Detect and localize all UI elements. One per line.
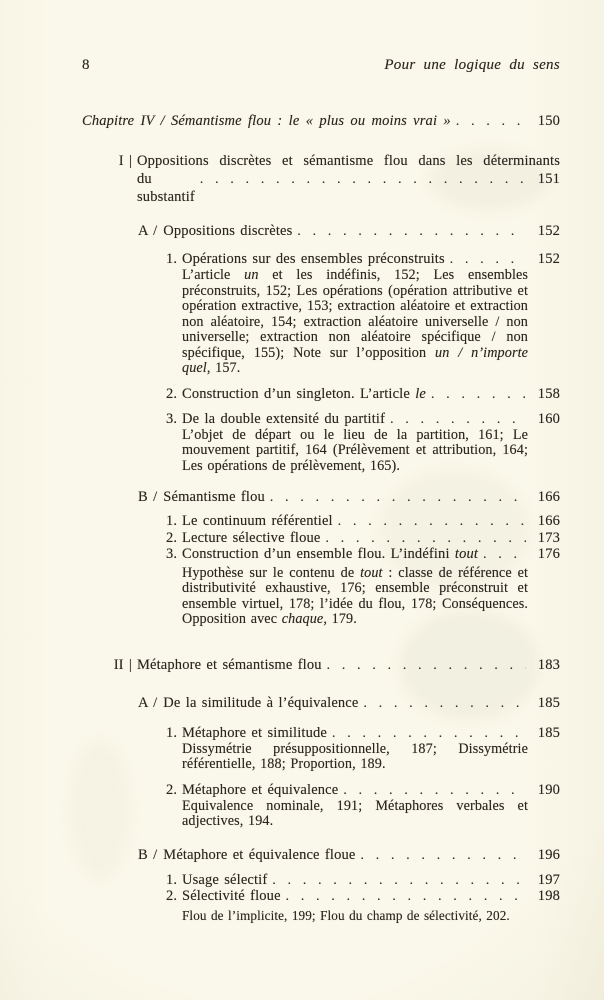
page-ref: 150 <box>537 113 560 129</box>
toc-subtopics: Equivalence nominale, 191; Métaphores verbales et adjectives, 194. <box>182 797 528 829</box>
dot-leader <box>445 250 526 268</box>
page-content <box>82 0 560 923</box>
running-header <box>82 56 560 74</box>
dot-leader <box>355 846 526 864</box>
page-ref: 151 <box>537 171 560 187</box>
entry-label: Oppositions discrètes <box>163 223 293 239</box>
toc-entry-2 <box>82 530 560 547</box>
item-number: 2. <box>166 781 178 798</box>
section-marker: I | <box>118 153 132 169</box>
item-number: 3. <box>166 410 178 427</box>
item-number: 1. <box>166 724 178 741</box>
item-number: 1. <box>166 251 178 267</box>
toc-subtopics: L’article un et les indéfinis, 152; Les ensembles préconstruits, 152; Les opérations (opération attributive et opération extractive, 153; extraction aléatoire et extraction non aléatoire, 154; extraction aléatoire universelle / non universelle; extraction non aléatoire spécifique / non spécifique, 155); Note sur l’opposition un / n’importe quel, 157. <box>182 267 529 376</box>
toc-entry-B <box>82 846 560 864</box>
toc-subtopics: Dissymétrie présuppositionnelle, 187; Dissymétrie référentielle, 188; Proportion, 189. <box>182 740 528 772</box>
toc-subtopics: Hypothèse sur le contenu de tout : classe de référence et distributivité exhaustive, 176; ensemble préconstruit et ensemble virtuel, 178; l’idée du flou, 178; Conséquences. Opposition avec chaque, 179. <box>182 564 529 627</box>
toc-entry-section-I <box>82 152 560 206</box>
entry-label: Opérations sur des ensembles préconstruits <box>182 251 445 267</box>
toc-entry-2 <box>82 888 560 905</box>
dot-leader <box>321 530 527 547</box>
item-number: 2. <box>166 385 178 402</box>
item-number: 2. <box>166 529 178 546</box>
page-ref: 166 <box>537 513 560 529</box>
entry-label: Métaphore et sémantisme flou <box>137 656 322 673</box>
entry-label: Métaphore et équivalence floue <box>163 846 356 863</box>
section-marker: II | <box>113 656 132 673</box>
entry-label: Construction d’un singleton. L’article le <box>182 385 426 402</box>
chapter-title: Chapitre IV / Sémantisme flou : le « plus ou moins vrai » <box>82 113 451 129</box>
toc-entry-section-II <box>82 656 560 674</box>
section-marker: B / <box>138 846 158 863</box>
toc-entry-1 <box>82 872 560 889</box>
toc-entry-2 <box>82 781 560 799</box>
page-ref: 190 <box>537 781 560 798</box>
entry-label: Sélectivité floue <box>182 888 281 904</box>
running-title: Pour une logique du sens <box>384 57 560 73</box>
section-marker: B / <box>138 489 158 505</box>
page-ref: 152 <box>537 251 560 267</box>
entry-label: Usage sélectif <box>182 871 268 888</box>
dot-leader <box>426 385 526 403</box>
page-ref: 166 <box>537 489 560 505</box>
entry-label: Construction d’un ensemble flou. L’indéfini tout <box>182 546 479 562</box>
toc-entry-3 <box>82 546 560 563</box>
entry-label-line2: du substantif <box>137 171 195 205</box>
entry-label-line2-row <box>137 170 560 206</box>
section-marker: A / <box>138 694 158 711</box>
page-ref: 196 <box>537 846 560 863</box>
item-number: 2. <box>166 888 178 904</box>
entry-label-line1: Oppositions discrètes et sémantisme flou dans les déterminants <box>137 153 560 169</box>
dot-leader <box>338 781 526 799</box>
dot-leader <box>327 724 526 742</box>
dot-leader <box>385 410 526 428</box>
page-ref: 173 <box>537 529 560 546</box>
dot-leader <box>333 513 526 530</box>
dot-leader <box>281 888 526 905</box>
dot-leader <box>478 546 526 563</box>
entry-label: De la similitude à l’équivalence <box>163 694 359 711</box>
dot-leader <box>358 694 526 712</box>
page-ref: 152 <box>537 223 560 239</box>
dot-leader <box>265 488 526 506</box>
dot-leader <box>322 656 526 674</box>
entry-body <box>137 152 560 206</box>
toc-entry-3 <box>82 410 560 428</box>
dot-leader <box>292 222 526 240</box>
toc-entry-B <box>82 488 560 506</box>
toc-entry-1 <box>82 250 560 268</box>
item-number: 1. <box>166 513 178 529</box>
entry-label: Lecture sélective floue <box>182 529 321 546</box>
page-ref: 183 <box>537 656 560 673</box>
toc-entry-1 <box>82 513 560 530</box>
toc-chapter-line <box>82 112 560 130</box>
folio-page-number: 8 <box>82 57 90 73</box>
toc-subtopics: L’objet de départ ou le lieu de la partition, 161; Le mouvement partitif, 164 (Prélèvement et attribution, 164; Les opérations de prélèvement, 165). <box>182 426 528 474</box>
page-ref: 176 <box>537 546 560 562</box>
section-marker: A / <box>138 223 158 239</box>
item-number: 3. <box>166 546 178 562</box>
page-ref: 158 <box>537 385 560 402</box>
entry-label: Métaphore et similitude <box>182 724 327 741</box>
entry-label: De la double extensité du partitif <box>182 410 386 427</box>
entry-label: Métaphore et équivalence <box>182 781 339 798</box>
page-ref: 198 <box>537 888 560 904</box>
dot-leader <box>451 112 526 130</box>
page-ref: 160 <box>537 410 560 427</box>
entry-label: Sémantisme flou <box>163 489 265 505</box>
item-number: 1. <box>166 871 178 888</box>
page-ref: 185 <box>537 694 560 711</box>
page-ref: 185 <box>537 724 560 741</box>
dot-leader <box>195 170 526 188</box>
toc-entry-A <box>82 694 560 712</box>
dot-leader <box>267 872 526 889</box>
toc-entry-A <box>82 222 560 240</box>
entry-label: Le continuum référentiel <box>182 513 333 529</box>
page-ref: 197 <box>537 871 560 888</box>
toc-subtopics: Flou de l’implicite, 199; Flou du champ de sélectivité, 202. <box>182 907 510 923</box>
toc-entry-1 <box>82 724 560 742</box>
toc-entry-2 <box>82 385 560 403</box>
